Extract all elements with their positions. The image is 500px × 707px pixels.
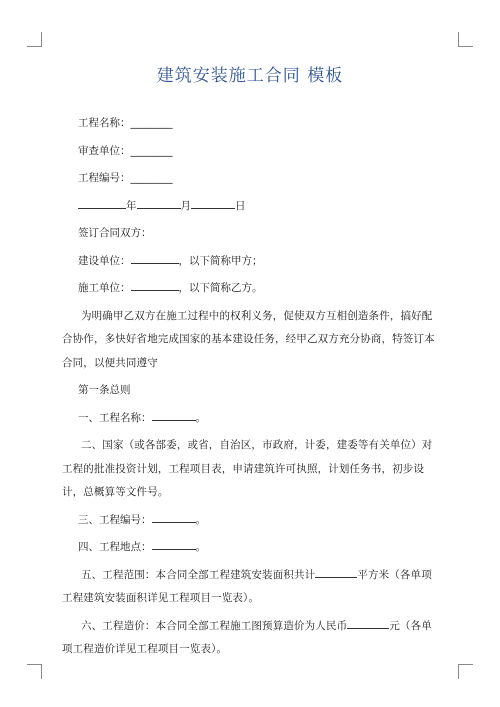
party-a-line: 建设单位： ，以下简称甲方； (62, 250, 440, 274)
item-3: 三、工程编号： 。 (62, 509, 440, 533)
field-project-name: 工程名称：________ (78, 117, 173, 129)
date-line: 年 月 日 (62, 195, 440, 219)
document-title: 建筑安装施工合同 模板 (156, 66, 344, 86)
item-5-blank (315, 566, 357, 578)
document-body (62, 112, 440, 662)
item-2: 二、国家（或各部委，或省，自治区，市政府，计委，建委等有关单位）对工程的批准投资计划，工程项目表，申请建筑许可执照，计划任务书，初步设计，总概算等文件号。 (62, 439, 433, 498)
parties-heading: 签订合同双方： (78, 227, 152, 239)
party-b-line: 施工单位： ，以下简称乙方。 (62, 277, 440, 301)
item-6: 六、工程造价：本合同全部工程施工图预算造价为人民币 元（各单项工程造价详见工程项目一览表）。 (62, 615, 440, 662)
item-4-blank (152, 538, 196, 550)
party-a-blank (131, 252, 179, 264)
party-b-blank (131, 279, 179, 291)
item-5: 五、工程范围：本合同全部工程建筑安装面积共计 平方米（各单项工程建筑安装面积详见工程项目一览表）。 (62, 564, 440, 611)
day-blank (191, 197, 235, 209)
item-4: 四、工程地点： 。 (62, 536, 440, 560)
article-1-heading: 第一条总则 (78, 384, 131, 396)
year-blank (78, 197, 126, 209)
item-1: 一、工程名称： 。 (62, 407, 440, 431)
crop-mark-top-left (27, 32, 42, 47)
crop-mark-bottom-left (27, 664, 42, 679)
item-1-blank (152, 409, 196, 421)
crop-mark-top-right (458, 32, 473, 47)
item-3-blank (152, 511, 196, 523)
field-review-unit: 审查单位：________ (78, 144, 173, 157)
preamble-paragraph: 为明确甲乙双方在施工过程中的权利义务，促使双方互相创造条件，搞好配合协作，多快好省地完成国家的基本建设任务，经甲乙双方充分协商，特签订本合同，以便共同遵守 (62, 309, 435, 369)
field-project-number: 工程编号：________ (78, 172, 173, 184)
item-6-blank (347, 617, 389, 629)
crop-mark-bottom-right (458, 664, 473, 679)
month-blank (137, 197, 181, 209)
